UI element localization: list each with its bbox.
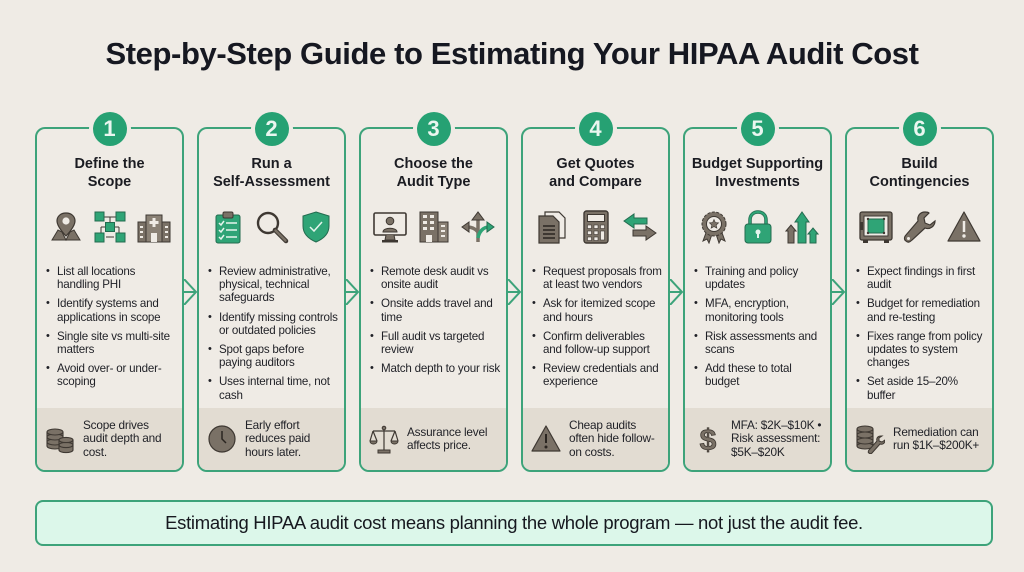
- step-title: [685, 155, 830, 191]
- bullet-item: • Match depth to your risk: [369, 362, 502, 375]
- step-title-line1: Build: [901, 156, 938, 172]
- note-text: Assurance level affects price.: [407, 424, 488, 452]
- page-title: Step-by-Step Guide to Estimating Your HIPAA Audit Cost: [105, 36, 919, 71]
- clock-icon: [207, 424, 237, 454]
- step-card-5: [683, 116, 832, 472]
- step-card-3: [359, 116, 508, 472]
- step-title-line2: Audit Type: [396, 174, 471, 190]
- step-icons: [523, 207, 668, 247]
- connector-arrow-icon: [670, 279, 684, 305]
- step-number-badge: 5: [741, 112, 775, 146]
- connector-arrow-icon: [184, 279, 198, 305]
- step-bullet-list: [531, 265, 664, 395]
- step-number-badge: 2: [255, 112, 289, 146]
- note-text: Cheap audits often hide follow-on costs.: [569, 417, 655, 459]
- note-text: MFA: $2K–$10K • Risk assessment: $5K–$20K: [731, 417, 822, 459]
- step-title-line1: Get Quotes: [556, 156, 635, 172]
- growth-arrows-icon: [785, 210, 819, 244]
- step-title-line2: Self-Assessment: [213, 174, 330, 190]
- step-card-2: [197, 116, 346, 472]
- step-title-line2: Scope: [87, 174, 132, 190]
- step-title-line1: Define the: [74, 156, 145, 172]
- connector-arrow-icon: [346, 279, 360, 305]
- bullet-item: • Single site vs multi-site matters: [45, 330, 178, 356]
- step-number-badge: 1: [93, 112, 127, 146]
- step-note: [685, 408, 830, 470]
- bullet-item: • Budget for remediation and re-testing: [855, 297, 988, 323]
- clipboard-checklist-icon: [211, 210, 245, 244]
- step-number-badge: 3: [417, 112, 451, 146]
- step-title-line2: and Compare: [549, 174, 642, 190]
- bullet-item: • MFA, encryption, monitoring tools: [693, 297, 826, 323]
- step-note: [847, 408, 992, 470]
- bullet-item: • Confirm deliverables and follow-up support: [531, 330, 664, 356]
- connector-arrow-icon: [508, 279, 522, 305]
- note-text: Scope drives audit depth and cost.: [83, 417, 162, 459]
- swap-arrows-icon: [623, 210, 657, 244]
- warning-triangle-icon: [947, 210, 981, 244]
- step-note: [37, 408, 182, 470]
- dollar-icon: [693, 424, 723, 454]
- bullet-item: • Full audit vs targeted review: [369, 330, 502, 356]
- award-badge-icon: [697, 210, 731, 244]
- coin-stacks-icon: [45, 424, 75, 454]
- bullet-item: • Identify systems and applications in scope: [45, 297, 178, 323]
- bullet-item: • Request proposals from at least two vendors: [531, 265, 664, 291]
- scales-icon: [369, 424, 399, 454]
- hospital-icon: [137, 210, 171, 244]
- step-icons: [685, 207, 830, 247]
- connector-arrow-icon: [832, 279, 846, 305]
- step-bullet-list: [45, 265, 178, 395]
- warning-triangle-icon: [531, 424, 561, 454]
- bullet-item: • Set aside 15–20% buffer: [855, 375, 988, 401]
- wrench-icon: [903, 210, 937, 244]
- step-card-1: [35, 116, 184, 472]
- note-text: Early effort reduces paid hours later.: [245, 417, 311, 459]
- shield-check-icon: [299, 210, 333, 244]
- step-icons: [847, 207, 992, 247]
- bullet-item: • Fixes range from policy updates to system changes: [855, 330, 988, 370]
- bullet-item: • List all locations handling PHI: [45, 265, 178, 291]
- step-card-4: [521, 116, 670, 472]
- padlock-icon: [741, 210, 775, 244]
- step-bullet-list: [693, 265, 826, 395]
- documents-icon: [535, 210, 569, 244]
- bullet-item: • Uses internal time, not cash: [207, 375, 340, 401]
- bullet-item: • Expect findings in first audit: [855, 265, 988, 291]
- bullet-item: • Add these to total budget: [693, 362, 826, 388]
- step-title: [847, 155, 992, 191]
- step-title-line2: Investments: [715, 174, 800, 190]
- network-diagram-icon: [93, 210, 127, 244]
- step-title-line1: Choose the: [394, 156, 473, 172]
- step-title: [199, 155, 344, 191]
- step-title: [523, 155, 668, 191]
- note-text: Remediation can run $1K–$200K+: [893, 424, 980, 452]
- step-title-line1: Run a: [251, 156, 292, 172]
- step-card-6: [845, 116, 994, 472]
- step-title-line2: Contingencies: [869, 174, 970, 190]
- bullet-item: • Onsite adds travel and time: [369, 297, 502, 323]
- step-title: [37, 155, 182, 191]
- bullet-item: • Identify missing controls or outdated policies: [207, 311, 340, 337]
- step-number-badge: 4: [579, 112, 613, 146]
- bullet-item: • Risk assessments and scans: [693, 330, 826, 356]
- step-icons: [361, 207, 506, 247]
- svg-text:$: $: [699, 424, 717, 454]
- office-building-icon: [417, 210, 451, 244]
- bullet-item: • Review credentials and experience: [531, 362, 664, 388]
- map-pin-icon: [49, 210, 83, 244]
- step-bullet-list: [369, 265, 502, 381]
- step-title-line1: Budget Supporting: [691, 156, 824, 172]
- step-icons: [37, 207, 182, 247]
- calculator-icon: [579, 210, 613, 244]
- step-number-badge: 6: [903, 112, 937, 146]
- split-arrow-icon: [461, 210, 495, 244]
- safe-icon: [859, 210, 893, 244]
- steps-row: [35, 116, 995, 472]
- step-note: [361, 408, 506, 470]
- summary-banner: Estimating HIPAA audit cost means planning the whole program — not just the audit fee.: [35, 500, 993, 546]
- coins-wrench-icon: [855, 424, 885, 454]
- magnifier-icon: [255, 210, 289, 244]
- step-title: [361, 155, 506, 191]
- bullet-item: • Training and policy updates: [693, 265, 826, 291]
- step-icons: [199, 207, 344, 247]
- step-bullet-list: [855, 265, 988, 408]
- step-note: [199, 408, 344, 470]
- bullet-item: • Ask for itemized scope and hours: [531, 297, 664, 323]
- bullet-item: • Avoid over- or under-scoping: [45, 362, 178, 388]
- step-bullet-list: [207, 265, 340, 408]
- bullet-item: • Spot gaps before paying auditors: [207, 343, 340, 369]
- bullet-item: • Review administrative, physical, technical safeguards: [207, 265, 340, 305]
- step-note: [523, 408, 668, 470]
- bullet-item: • Remote desk audit vs onsite audit: [369, 265, 502, 291]
- remote-monitor-icon: [373, 210, 407, 244]
